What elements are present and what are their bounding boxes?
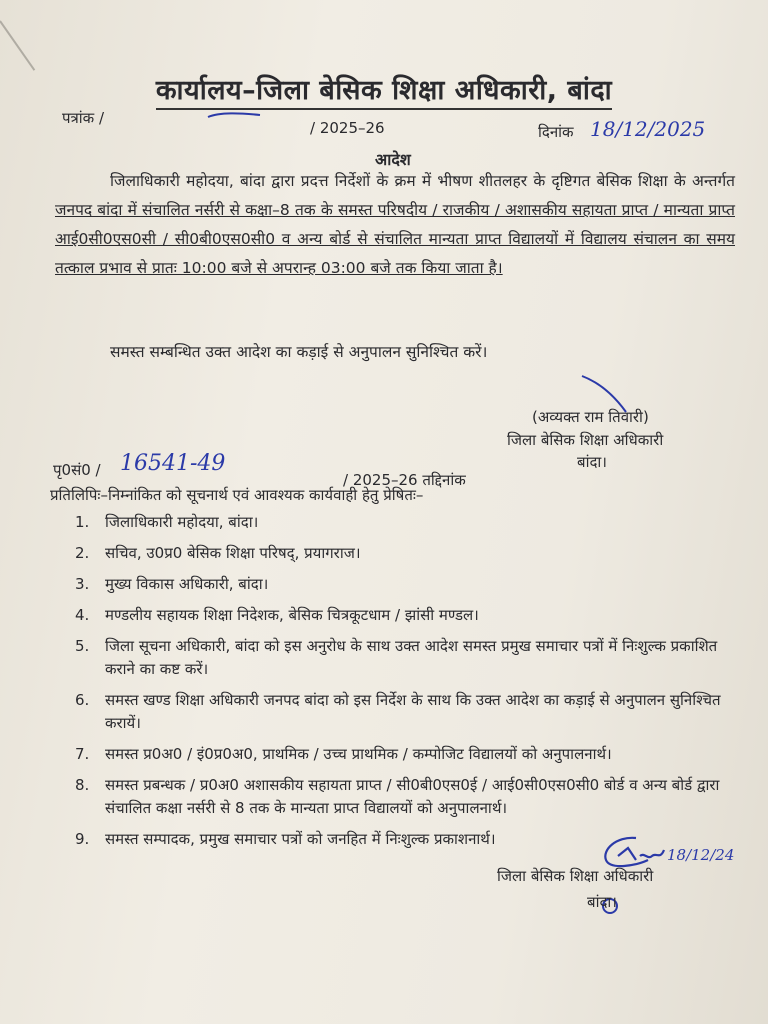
handwritten-date: 18/12/2025	[590, 117, 706, 141]
recipient-item	[75, 774, 735, 820]
order-paragraph	[55, 167, 735, 283]
patrank-label: पत्रांक /	[62, 109, 105, 127]
date-label: दिनांक	[538, 123, 574, 141]
endorsement-ref-label: पृ0सं0 /	[53, 461, 101, 479]
recipient-number: 6.	[75, 691, 90, 709]
recipient-text: सचिव, उ0प्र0 बेसिक शिक्षा परिषद्, प्रयागराज।	[105, 544, 361, 562]
recipient-number: 4.	[75, 606, 90, 624]
recipient-list	[75, 511, 735, 859]
session-text: / 2025–26	[310, 119, 385, 137]
recipient-number: 3.	[75, 575, 90, 593]
recipient-item	[75, 573, 735, 596]
endorsement-number: 16541-49	[120, 451, 226, 476]
signatory2-designation: जिला बेसिक शिक्षा अधिकारी	[497, 867, 654, 885]
recipient-text: मण्डलीय सहायक शिक्षा निदेशक, बेसिक चित्रकूटधाम / झांसी मण्डल।	[105, 606, 479, 624]
order-paragraph-intro: जिलाधिकारी महोदया, बांदा द्वारा प्रदत्त निर्देशों के क्रम में भीषण शीतलहर के दृष्टिगत बेसिक शिक्षा के अन्तर्गत	[110, 172, 735, 190]
recipient-text: समस्त खण्ड शिक्षा अधिकारी जनपद बांदा को इस निर्देश के साथ कि उक्त आदेश का कड़ाई से अनुपालन सुनिश्चित करायें।	[105, 691, 721, 732]
recipient-text: समस्त प्र0अ0 / इं0प्र0अ0, प्राथमिक / उच्च प्राथमिक / कम्पोजिट विद्यालयों को अनुपालनार्थ।	[105, 745, 612, 763]
recipient-item	[75, 604, 735, 627]
recipient-text: जिलाधिकारी महोदया, बांदा।	[105, 513, 259, 531]
recipient-text: जिला सूचना अधिकारी, बांदा को इस अनुरोध के साथ उक्त आदेश समस्त प्रमुख समाचार पत्रों में निःशुल्क प्रकाशित कराने का कष्ट करें।	[105, 637, 718, 678]
recipient-text: समस्त सम्पादक, प्रमुख समाचार पत्रों को जनहित में निःशुल्क प्रकाशनार्थ।	[105, 830, 496, 848]
recipient-number: 9.	[75, 830, 90, 848]
office-title: कार्यालय–जिला बेसिक शिक्षा अधिकारी, बांदा	[0, 70, 768, 107]
recipient-item	[75, 542, 735, 565]
recipient-number: 7.	[75, 745, 90, 763]
recipient-text: समस्त प्रबन्धक / प्र0अ0 अशासकीय सहायता प्राप्त / सी0बी0एस0ई / आई0सी0एस0सी0 बोर्ड व अन्य बोर्ड द्वारा संचालित कक्षा नर्सरी से 8 तक के मान्यता प्राप्त विद्यालयों को अनुपालनार्थ।	[105, 776, 720, 817]
recipient-item	[75, 689, 735, 735]
paper-crease	[0, 20, 35, 70]
recipient-item	[75, 635, 735, 681]
recipient-number: 1.	[75, 513, 90, 531]
order-paragraph-underlined: जनपद बांदा में संचालित नर्सरी से कक्षा–8 तक के समस्त परिषदीय / राजकीय / अशासकीय सहायता प्राप्त / मान्यता प्राप्त आई0सी0एस0सी / सी0बी0एस0सी0 व अन्य बोर्ड से संचालित मान्यता प्राप्त विद्यालयों में विद्यालय संचालन का समय तत्काल प्रभाव से प्रातः 10:00 बजे से अपरान्ह 03:00 बजे तक किया जाता है।	[55, 201, 735, 277]
order-heading: आदेश	[375, 150, 411, 169]
recipient-number: 2.	[75, 544, 90, 562]
copy-intro: प्रतिलिपिः–निम्नांकित को सूचनार्थ एवं आवश्यक कार्यवाही हेतु प्रेषितः–	[50, 486, 424, 504]
recipient-number: 8.	[75, 776, 90, 794]
signatory-name: (अव्यक्त राम तिवारी)	[532, 408, 649, 426]
recipient-item	[75, 511, 735, 534]
recipient-number: 5.	[75, 637, 90, 655]
pen-dash-mark	[205, 108, 265, 122]
recipient-item	[75, 743, 735, 766]
compliance-line: समस्त सम्बन्धित उक्त आदेश का कड़ाई से अनुपालन सुनिश्चित करें।	[110, 343, 488, 361]
signatory-place: बांदा।	[577, 453, 607, 471]
signatory2-place: बांदा।	[587, 893, 617, 911]
endorsement-session: / 2025–26 तद्दिनांक	[343, 471, 466, 489]
signature-date: 18/12/24	[667, 846, 735, 864]
recipient-text: मुख्य विकास अधिकारी, बांदा।	[105, 575, 269, 593]
signatory-designation: जिला बेसिक शिक्षा अधिकारी	[507, 431, 664, 449]
